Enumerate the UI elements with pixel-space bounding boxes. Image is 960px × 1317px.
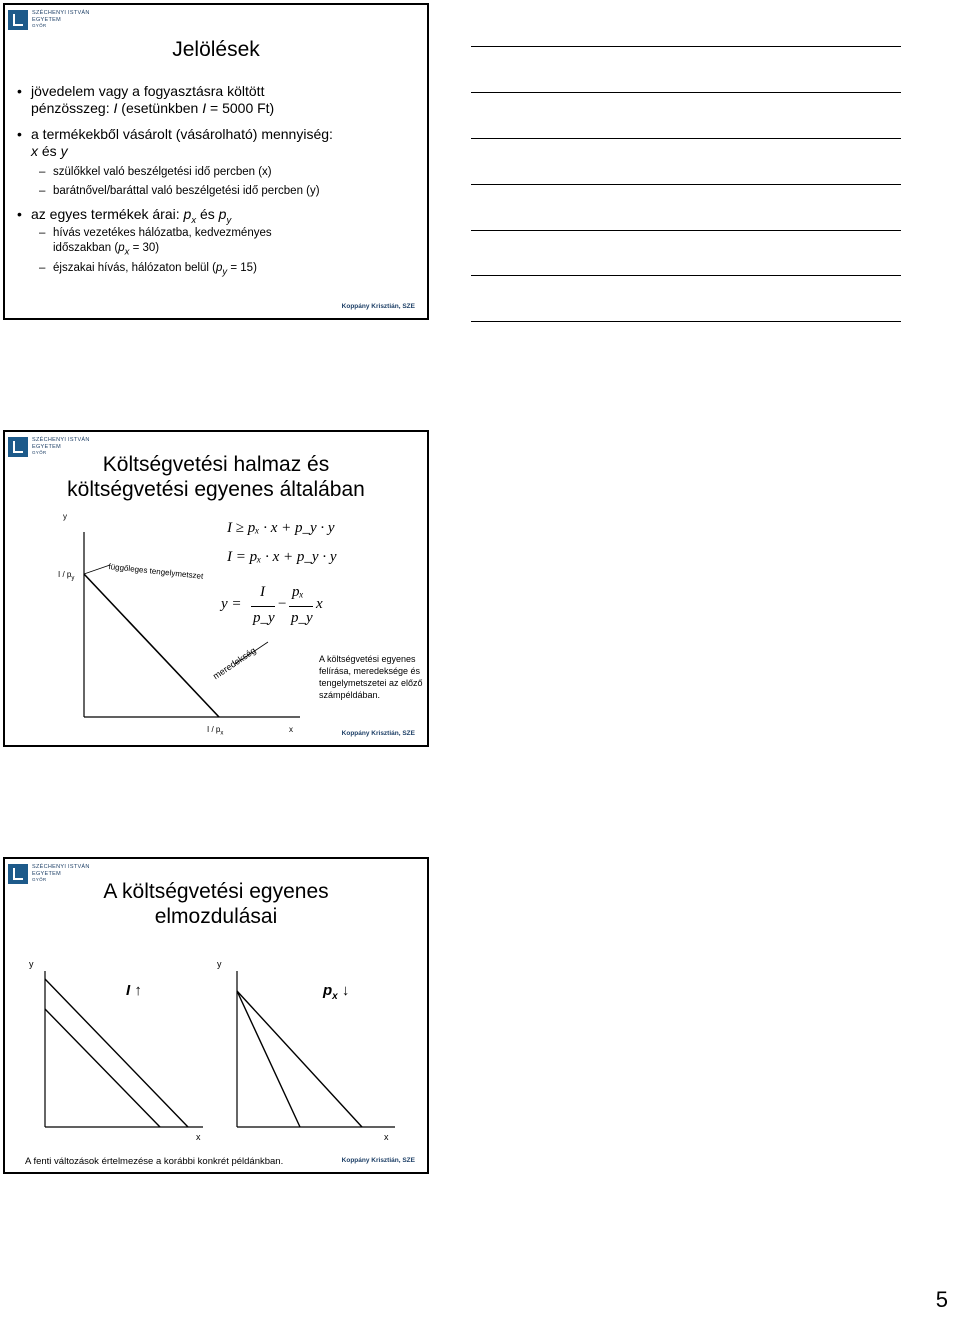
subbullet-night: – éjszakai hívás, hálózaton belül $(p_y = 15)$ bbox=[53, 261, 257, 279]
right-rotated-line bbox=[237, 991, 362, 1127]
income-increase-label: I ↑ bbox=[126, 982, 142, 999]
slide-notation bbox=[3, 3, 429, 320]
author: Koppány Krisztián, SZE bbox=[341, 730, 415, 737]
left-y-label: y bbox=[29, 959, 34, 969]
right-x-label: x bbox=[384, 1132, 389, 1142]
subbullet-friends: – barátnővel/baráttal való beszélgetési idő percben (y) bbox=[53, 184, 320, 199]
page-number: 5 bbox=[935, 1287, 948, 1312]
left-x-label: x bbox=[196, 1132, 201, 1142]
logo-line2: EGYETEM bbox=[32, 870, 61, 877]
x-intercept-label: I / $p_x$ bbox=[207, 725, 224, 737]
bullet-income: • jövedelem vagy a fogyasztásra költött pénzösszeg: I (esetünkben I = 5000 Ft) bbox=[31, 83, 274, 117]
x-axis-label: x bbox=[289, 725, 293, 734]
y-axis-label: y bbox=[63, 512, 67, 521]
vertical-intercept-pointer bbox=[84, 565, 110, 574]
budget-line bbox=[84, 574, 219, 717]
footnote: A fenti változások értelmezése a korábbi konkrét példánkban. bbox=[25, 1156, 284, 1167]
price-decrease-label: $p_x$ ↓ bbox=[323, 982, 350, 1002]
budget-line-equation: I = pₓ · x + p_y · y bbox=[227, 549, 337, 565]
logo-mark-icon bbox=[8, 10, 28, 30]
logo-line3: GYŐR bbox=[32, 877, 47, 882]
subbullet-landline: – hívás vezetékes hálózatba, kedvezményes időszakban $(p_x = 30)$ bbox=[53, 226, 272, 259]
slide-budget-line-shifts bbox=[3, 857, 429, 1174]
bullet-prices: • az egyes termékek árai: $p_x$ és $p_y$ bbox=[31, 206, 231, 229]
notes-lines bbox=[471, 46, 901, 367]
vertical-intercept-note: függőleges tengelymetszet bbox=[108, 562, 204, 581]
subbullet-parents: – szülőkkel való beszélgetési idő percben (x) bbox=[53, 165, 272, 180]
logo-line1: SZÉCHENYI ISTVÁN bbox=[32, 10, 90, 16]
previous-example-note: A költségvetési egyenes felírása, meredeksége és tengelymetszetei az előző számpéldában. bbox=[319, 654, 423, 700]
author: Koppány Krisztián, SZE bbox=[341, 1157, 415, 1164]
y-intercept-label: I / $p_y$ bbox=[58, 570, 75, 582]
logo-line1: SZÉCHENYI ISTVÁN bbox=[32, 437, 90, 443]
logo-line2: EGYETEM bbox=[32, 443, 61, 450]
slide-budget-line bbox=[3, 430, 429, 747]
shift-graphs bbox=[5, 859, 429, 1174]
slide-title: Jelölések bbox=[172, 38, 260, 61]
logo-line2: EGYETEM bbox=[32, 16, 61, 23]
slide-title: Költségvetési halmaz és költségvetési egyenes általában bbox=[67, 453, 365, 501]
slide-title: A költségvetési egyenes elmozdulásai bbox=[103, 880, 329, 928]
budget-line-explicit: y = I p_y − pₓ p_y x bbox=[221, 584, 323, 626]
logo-line3: GYŐR bbox=[32, 450, 47, 455]
budget-set-inequality: I ≥ pₓ · x + p_y · y bbox=[227, 520, 335, 536]
right-original-line bbox=[237, 991, 300, 1127]
right-y-label: y bbox=[217, 959, 222, 969]
bullet-quantity: • a termékekből vásárolt (vásárolható) mennyiség: x és y bbox=[31, 126, 333, 160]
left-original-line bbox=[45, 1009, 160, 1127]
left-shifted-line bbox=[45, 979, 188, 1127]
slope-note: meredekség bbox=[211, 645, 258, 682]
logo-line3: GYŐR bbox=[32, 23, 47, 28]
university-logo bbox=[8, 8, 98, 34]
author: Koppány Krisztián, SZE bbox=[341, 303, 415, 310]
logo-line1: SZÉCHENYI ISTVÁN bbox=[32, 864, 90, 870]
